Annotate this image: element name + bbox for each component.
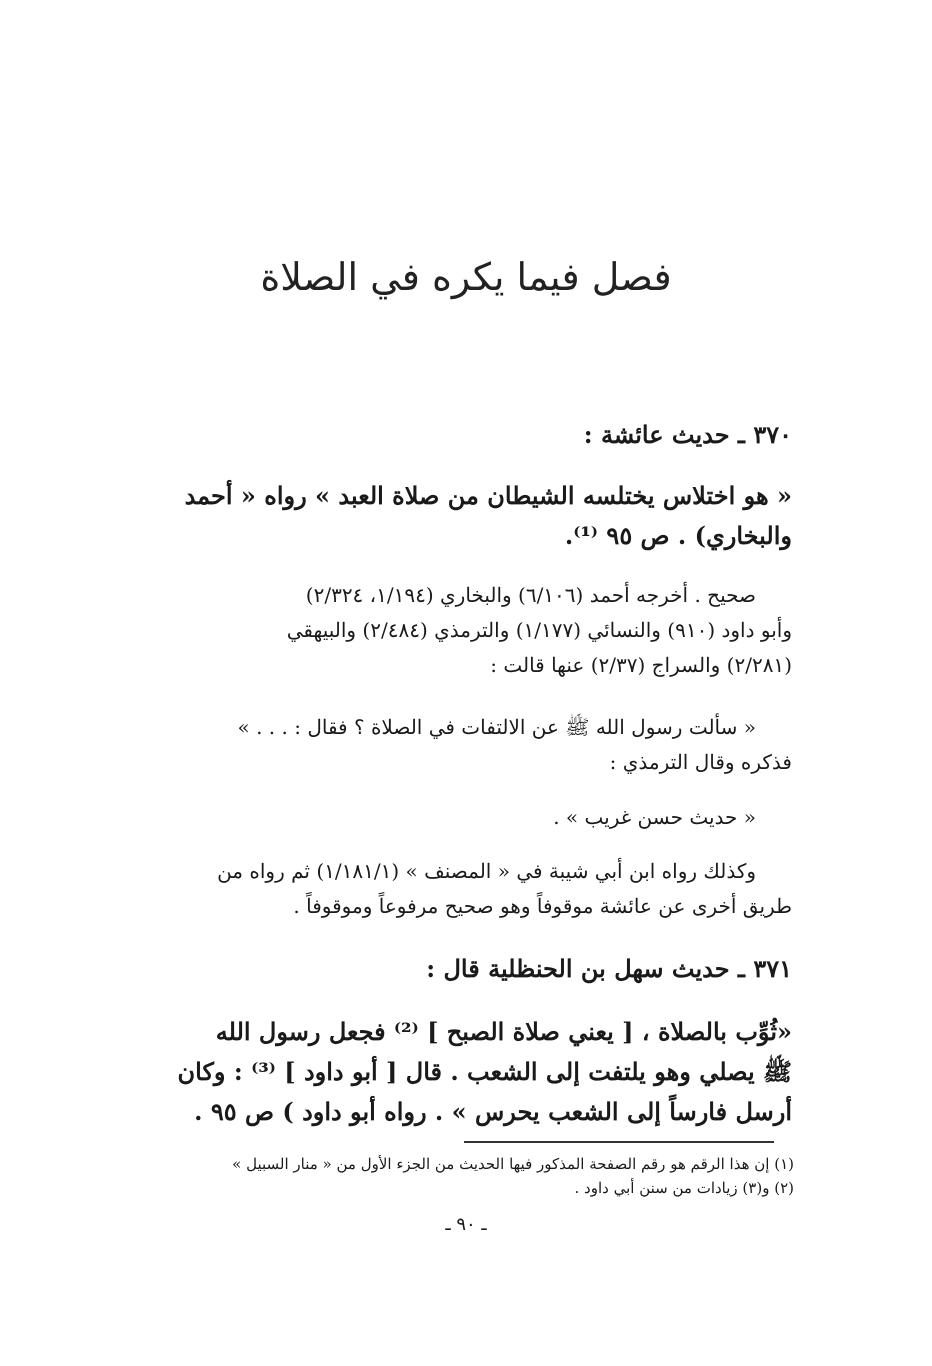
- footnote-separator: [464, 1141, 774, 1143]
- hadith-370-heading: ٣٧٠ ـ حديث عائشة :: [583, 420, 792, 449]
- footnote-2: (٢) و(٣) زيادات من سنن أبي داود .: [574, 1179, 794, 1197]
- hadith-371-quote-line: ﷺ يصلي وهو يلتفت إلى الشعب . قال [ أبو داود ] ⁽³⁾ : وكان: [177, 1057, 792, 1086]
- footnote-1: (١) إن هذا الرقم هو رقم الصفحة المذكور فيها الحديث من الجزء الأول من « منار السبيل »: [232, 1155, 794, 1173]
- hadith-370-grade: [112, 800, 792, 835]
- hadith-371-quote-line: أرسل فارساً إلى الشعب يحرس » . رواه أبو داود ) ص ٩٥ .: [194, 1097, 792, 1126]
- page-number: ـ ٩٠ ـ: [445, 1214, 487, 1235]
- hadith-371-heading: ٣٧١ ـ حديث سهل بن الحنظلية قال :: [426, 954, 792, 983]
- hadith-371-quote: [112, 1012, 792, 1132]
- chapter-title: فصل فيما يكره في الصلاة: [260, 255, 672, 299]
- hadith-370-further: [112, 854, 792, 924]
- hadith-370-takhrij: [112, 578, 792, 683]
- takhrij-line: وأبو داود (٩١٠) والنسائي (١/١٧٧) والترمذي (٢/٤٨٤) والبيهقي: [286, 618, 792, 642]
- takhrij-line: صحيح . أخرجه أحمد (٦/١٠٦) والبخاري (١/١٩٤، ٢/٣٢٤): [305, 583, 756, 607]
- takhrij-line: (٢/٢٨١) والسراج (٢/٣٧) عنها قالت :: [490, 653, 792, 677]
- hadith-370-quote: [112, 476, 792, 556]
- hadith-371-quote-line: «ثُوِّب بالصلاة ، [ يعني صلاة الصبح ] ⁽²⁾ فجعل رسول الله: [215, 1017, 792, 1046]
- hadith-370-text: [112, 710, 792, 780]
- hadith-370-quote-line: والبخاري) . ص ٩٥ ⁽¹⁾.: [564, 521, 792, 550]
- hadith-text-line: فذكره وقال الترمذي :: [609, 750, 792, 774]
- footnotes: [100, 1152, 794, 1200]
- further-line: وكذلك رواه ابن أبي شيبة في « المصنف » (١/١٨١/١) ثم رواه من: [217, 859, 756, 883]
- grade-line: « حديث حسن غريب » .: [553, 805, 756, 829]
- hadith-370-quote-line: « هو اختلاس يختلسه الشيطان من صلاة العبد » رواه « أحمد: [184, 481, 792, 510]
- further-line: طريق أخرى عن عائشة موقوفاً وهو صحيح مرفوعاً وموقوفاً .: [293, 894, 792, 918]
- hadith-text-line: « سألت رسول الله ﷺ عن الالتفات في الصلاة ؟ فقال : . . . »: [237, 715, 756, 739]
